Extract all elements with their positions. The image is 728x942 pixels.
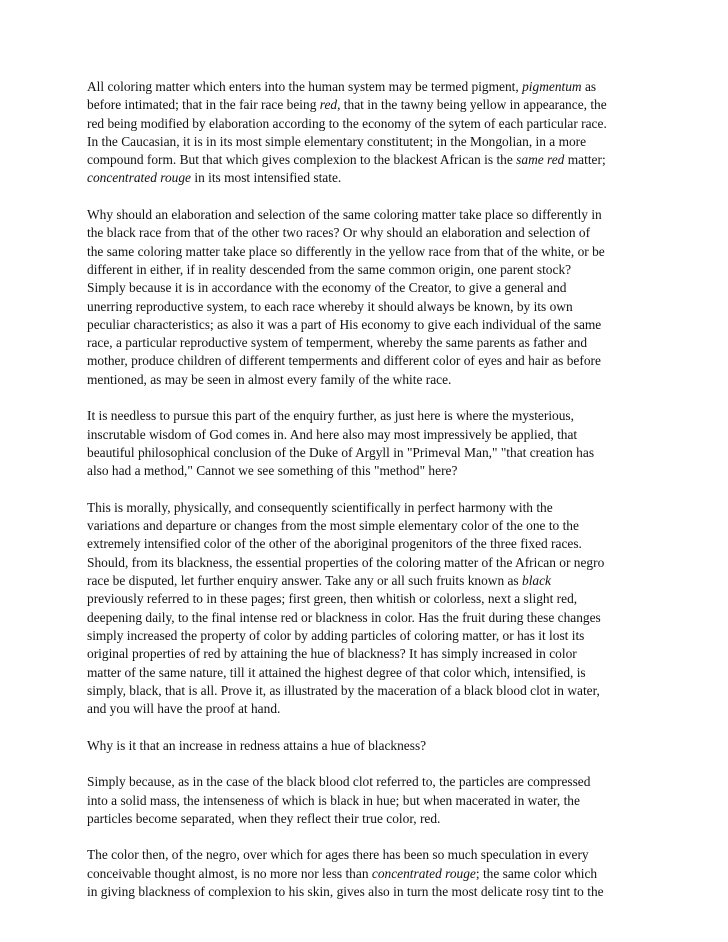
text-segment: original properties of red by attaining the hue of blackness? It has simply increased in color bbox=[87, 646, 577, 662]
text-line bbox=[87, 243, 647, 261]
text-segment: particles become separated, when they reflect their true color, red. bbox=[87, 810, 441, 826]
text-segment: as bbox=[581, 79, 597, 94]
text-segment: the same coloring matter take place so differently in the yellow race from that of the white, or be bbox=[87, 243, 605, 259]
text-segment: into a solid mass, the intenseness of which is black in hue; but when macerated in water, the bbox=[87, 792, 580, 808]
text-line bbox=[87, 773, 647, 791]
text-segment: The color then, of the negro, over which for ages there has been so much speculation in every bbox=[87, 847, 589, 863]
text-segment: ; the same color which bbox=[475, 865, 598, 881]
text-segment: mother, produce children of different temperments and different color of eyes and hair as before bbox=[87, 353, 601, 369]
text-line bbox=[87, 298, 647, 316]
text-line bbox=[87, 590, 647, 608]
text-segment: the black race from that of the other two races? Or why should an elaboration and selection of bbox=[87, 225, 591, 241]
italic-text: red bbox=[319, 97, 338, 113]
text-line bbox=[87, 462, 647, 480]
text-segment: In the Caucasian, it is in its most simple elementary constitutent; in the Mongolian, in a more bbox=[87, 133, 587, 149]
text-segment: extremely intensified color of the other of the aboriginal progenitors of the three fixed races. bbox=[87, 536, 582, 552]
text-segment: inscrutable wisdom of God comes in. And here also may most impressively be applied, that bbox=[87, 426, 578, 442]
text-segment: compound form. But that which gives complexion to the blackest African is the bbox=[87, 152, 517, 168]
text-line bbox=[87, 883, 647, 901]
italic-text: black bbox=[522, 573, 551, 589]
text-line bbox=[87, 737, 647, 755]
text-line bbox=[87, 407, 647, 425]
text-line bbox=[87, 261, 647, 279]
text-segment: All coloring matter which enters into the human system may be termed pigment, bbox=[87, 79, 523, 94]
text-line bbox=[87, 865, 647, 883]
text-segment: Simply because it is in accordance with the economy of the Creator, to give a general and bbox=[87, 280, 567, 296]
text-segment: red being modified by elaboration according to the economy of the sytem of each particular race. bbox=[87, 115, 607, 131]
text-segment: beautiful philosophical conclusion of the Duke of Argyll in "Primeval Man," "that creation has bbox=[87, 444, 595, 460]
document-page bbox=[87, 78, 647, 920]
text-segment: previously referred to in these pages; first green, then whitish or colorless, next a slight red, bbox=[87, 591, 578, 607]
text-segment: Why is it that an increase in redness attains a hue of blackness? bbox=[87, 737, 427, 753]
paragraph bbox=[87, 78, 647, 188]
text-segment: before intimated; that in the fair race being bbox=[87, 97, 320, 113]
text-segment: Why should an elaboration and selection of the same coloring matter take place so differently in bbox=[87, 207, 602, 223]
text-line bbox=[87, 151, 647, 169]
text-line bbox=[87, 78, 647, 96]
text-line bbox=[87, 279, 647, 297]
text-line bbox=[87, 352, 647, 370]
paragraph bbox=[87, 737, 647, 755]
text-line bbox=[87, 609, 647, 627]
text-segment: This is morally, physically, and consequently scientifically in perfect harmony with the bbox=[87, 499, 553, 515]
paragraph bbox=[87, 407, 647, 480]
paragraph bbox=[87, 773, 647, 828]
text-line bbox=[87, 334, 647, 352]
text-line bbox=[87, 664, 647, 682]
text-line bbox=[87, 554, 647, 572]
text-segment: unerring reproductive system, to each race whereby it should always be known, by its own bbox=[87, 298, 573, 314]
paragraph bbox=[87, 206, 647, 389]
paragraph bbox=[87, 846, 647, 901]
paragraph bbox=[87, 499, 647, 719]
text-line bbox=[87, 224, 647, 242]
text-line bbox=[87, 115, 647, 133]
text-line bbox=[87, 169, 647, 187]
text-segment: in its most intensified state. bbox=[191, 170, 342, 186]
text-line bbox=[87, 682, 647, 700]
text-line bbox=[87, 700, 647, 718]
text-segment: variations and departure or changes from the most simple elementary color of the one to the bbox=[87, 518, 579, 534]
text-segment: simply, black, that is all. Prove it, as illustrated by the maceration of a black blood clot in water, bbox=[87, 682, 600, 698]
italic-text: pigmentum bbox=[522, 79, 582, 94]
text-line bbox=[87, 846, 647, 864]
text-line bbox=[87, 133, 647, 151]
text-segment: It is needless to pursue this part of the enquiry further, as just here is where the mysterious, bbox=[87, 408, 574, 424]
text-line bbox=[87, 645, 647, 663]
text-segment: race be disputed, let further enquiry answer. Take any or all such fruits known as bbox=[87, 573, 522, 589]
text-segment: peculiar characteristics; as also it was a part of His economy to give each individual of the same bbox=[87, 316, 602, 332]
italic-text: concentrated rouge bbox=[87, 170, 191, 186]
text-segment: simply increased the property of color by adding particles of coloring matter, or has it lost its bbox=[87, 627, 585, 643]
text-segment: conceivable thought almost, is no more nor less than bbox=[87, 865, 372, 881]
text-segment: Simply because, as in the case of the black blood clot referred to, the particles are compressed bbox=[87, 774, 591, 790]
text-segment: and you will have the proof at hand. bbox=[87, 701, 281, 717]
text-line bbox=[87, 371, 647, 389]
text-line bbox=[87, 96, 647, 114]
text-line bbox=[87, 499, 647, 517]
italic-text: concentrated rouge bbox=[371, 865, 476, 881]
text-segment: different in either, if in reality descended from the same common origin, one parent stock? bbox=[87, 261, 572, 277]
text-segment: also had a method," Cannot we see something of this "method" here? bbox=[87, 463, 458, 479]
text-line bbox=[87, 627, 647, 645]
text-segment: , that in the tawny being yellow in appearance, the bbox=[337, 97, 607, 113]
text-line bbox=[87, 444, 647, 462]
text-line bbox=[87, 206, 647, 224]
text-segment: in giving blackness of complexion to his skin, gives also in turn the most delicate rosy tint to the bbox=[87, 884, 604, 900]
text-segment: deepening daily, to the final intense red or blackness in color. Has the fruit during these changes bbox=[87, 609, 601, 625]
text-line bbox=[87, 426, 647, 444]
text-segment: Should, from its blackness, the essential properties of the coloring matter of the African or negro bbox=[87, 554, 605, 570]
text-segment: race, a particular reproductive system of temperment, whereby the same parents as father and bbox=[87, 335, 588, 351]
text-segment: matter; bbox=[564, 152, 606, 168]
text-segment: mentioned, as may be seen in almost every family of the white race. bbox=[87, 371, 452, 387]
text-line bbox=[87, 517, 647, 535]
text-line bbox=[87, 316, 647, 334]
text-line bbox=[87, 572, 647, 590]
text-line bbox=[87, 792, 647, 810]
italic-text: same red bbox=[516, 152, 565, 168]
text-line bbox=[87, 535, 647, 553]
text-segment: matter of the same nature, till it attained the highest degree of that color which, intensified, is bbox=[87, 664, 586, 680]
text-line bbox=[87, 810, 647, 828]
